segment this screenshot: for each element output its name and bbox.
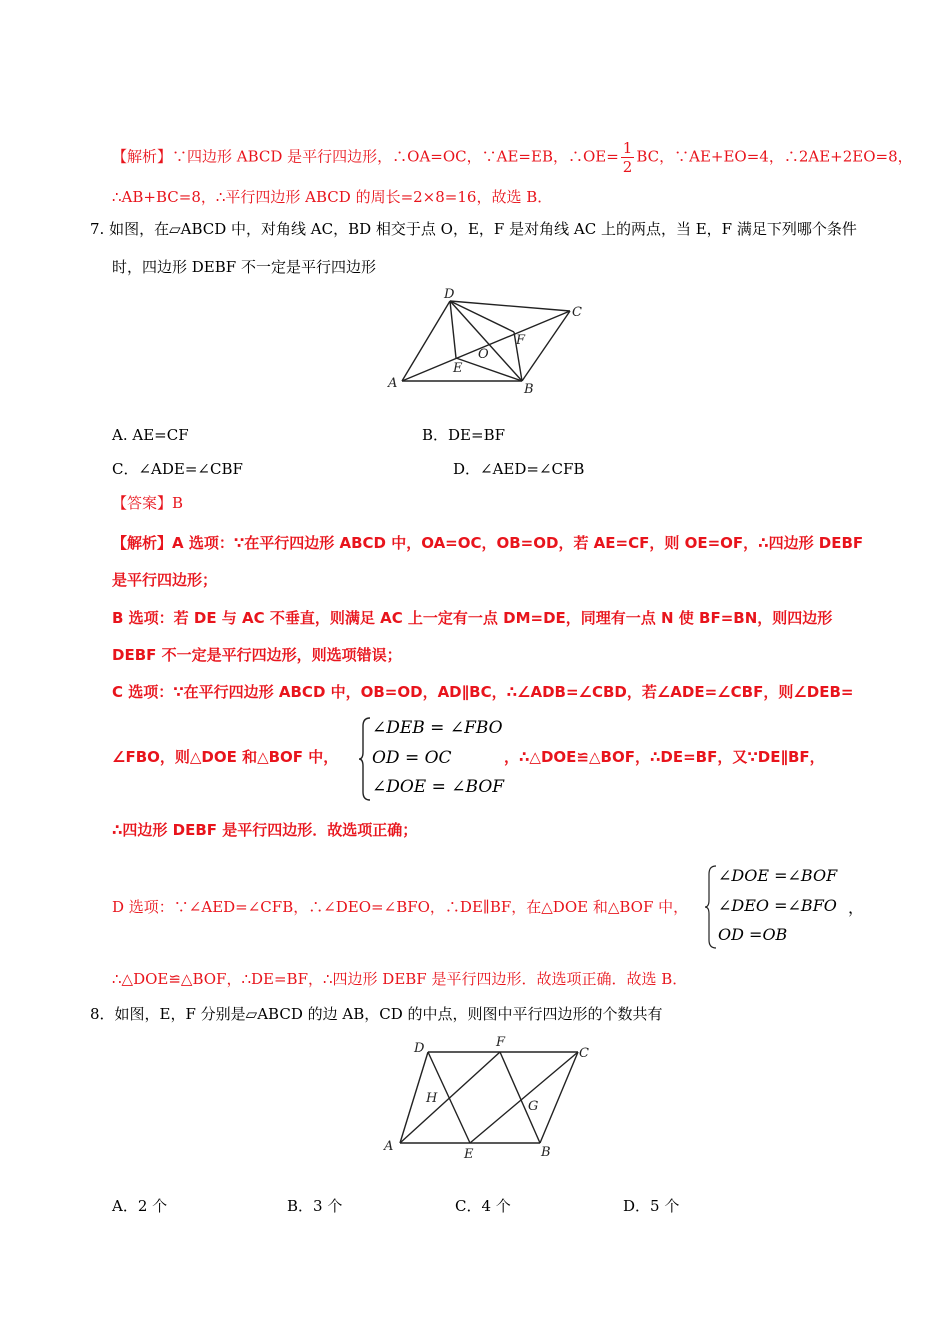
q7-solution-d-line2: ∴△DOE≌△BOF，∴DE=BF，∴四边形 DEBF 是平行四边形．故选项正确．故选 B．: [112, 970, 688, 988]
q7-solution-d-line1: D 选项：∵∠AED=∠CFB，∴∠DEO=∠BFO，∴DE∥BF，在△DOE 和△BOF 中，: [112, 898, 689, 916]
diagonal-AC: [402, 311, 570, 381]
q7-system-d-eq1: ∠DOE =∠BOF: [718, 866, 838, 885]
q7-system-c-brace: [358, 716, 372, 802]
label-D: D: [414, 1041, 425, 1056]
label-G: G: [528, 1099, 539, 1114]
q7-solution-c-line3: ，∴△DOE≌△BOF，∴DE=BF，又∵DE∥BF，: [504, 748, 825, 766]
label-C: C: [579, 1046, 589, 1061]
label-D: D: [444, 287, 455, 302]
q7-figure: [380, 286, 590, 398]
edge-AD: [402, 301, 450, 381]
segment-DE: [450, 301, 456, 358]
prev-solution-line1: [112, 139, 913, 176]
q7-solution-b-line2: DEBF 不一定是平行四边形，则选项错误；: [112, 646, 402, 664]
label-O: O: [478, 347, 489, 362]
prev-solution-line1-b: BC，∵AE+EO=4，∴2AE+2EO=8，: [636, 147, 913, 166]
q7-system-c-eq3: ∠DOE = ∠BOF: [372, 777, 505, 797]
q8-figure: [378, 1030, 598, 1166]
prev-solution-line2: ∴AB+BC=8，∴平行四边形 ABCD 的周长=2×8=16，故选 B．: [112, 188, 553, 206]
q8-option-c[interactable]: C．4 个: [455, 1197, 511, 1215]
label-A: A: [388, 376, 398, 391]
label-E: E: [453, 361, 463, 376]
fraction-one-half: $\frac{1}{2}$: [622, 139, 633, 176]
q7-stem-line2: 时，四边形 DEBF 不一定是平行四边形: [112, 258, 376, 276]
q7-option-d[interactable]: D．∠AED=∠CFB: [453, 460, 585, 478]
segment-AF: [400, 1052, 500, 1143]
label-B: B: [524, 382, 534, 397]
q7-solution-c-line2: ∠FBO，则△DOE 和△BOF 中，: [112, 748, 339, 766]
q7-option-c[interactable]: C．∠ADE=∠CBF: [112, 460, 243, 478]
q7-answer: 【答案】B: [112, 494, 184, 512]
label-F: F: [496, 1035, 506, 1050]
label-F: F: [516, 333, 526, 348]
q7-system-d-eq2: ∠DEO =∠BFO: [718, 896, 837, 915]
label-B: B: [541, 1145, 551, 1160]
q7-solution-c-line4: ∴四边形 DEBF 是平行四边形．故选项正确；: [112, 821, 418, 839]
q7-solution-a-line2: 是平行四边形；: [112, 571, 218, 589]
q7-option-b[interactable]: B．DE=BF: [422, 426, 505, 444]
q7-solution-a-line1: 【解析】A 选项：∵在平行四边形 ABCD 中，OA=OC，OB=OD，若 AE=CF，则 OE=OF，∴四边形 DEBF: [112, 534, 864, 552]
q8-option-b[interactable]: B．3 个: [287, 1197, 343, 1215]
q7-system-d-brace: [704, 864, 718, 950]
edge-CB: [540, 1052, 578, 1143]
q7-system-d-comma: ，: [848, 898, 865, 917]
label-A: A: [384, 1139, 394, 1154]
q7-stem-line1: 7. 如图，在▱ABCD 中，对角线 AC，BD 相交于点 O，E，F 是对角线 AC 上的两点，当 E，F 满足下列哪个条件: [90, 220, 857, 238]
q8-stem: 8．如图，E，F 分别是▱ABCD 的边 AB，CD 的中点，则图中平行四边形的个数共有: [90, 1005, 663, 1023]
prev-solution-line1-a: 【解析】∵四边形 ABCD 是平行四边形，∴OA=OC，∵AE=EB，∴OE=: [112, 147, 619, 166]
segment-FB: [500, 1052, 540, 1143]
q7-system-c-eq2: OD = OC: [372, 748, 452, 768]
label-C: C: [572, 305, 582, 320]
q7-solution-b-line1: B 选项：若 DE 与 AC 不垂直，则满足 AC 上一定有一点 DM=DE，同理有一点 N 使 BF=BN，则四边形: [112, 609, 833, 627]
q7-solution-c-line1: C 选项：∵在平行四边形 ABCD 中，OB=OD，AD∥BC，∴∠ADB=∠CBD，若∠ADE=∠CBF，则∠DEB=: [112, 683, 854, 701]
segment-EC: [470, 1052, 578, 1143]
q8-option-a[interactable]: A．2 个: [112, 1197, 168, 1215]
q8-option-d[interactable]: D．5 个: [623, 1197, 680, 1215]
q7-system-d-eq3: OD =OB: [718, 925, 788, 944]
label-H: H: [426, 1091, 438, 1106]
q7-option-a[interactable]: A. AE=CF: [112, 426, 189, 444]
q7-system-c-eq1: ∠DEB = ∠FBO: [372, 718, 503, 738]
label-E: E: [464, 1147, 474, 1162]
